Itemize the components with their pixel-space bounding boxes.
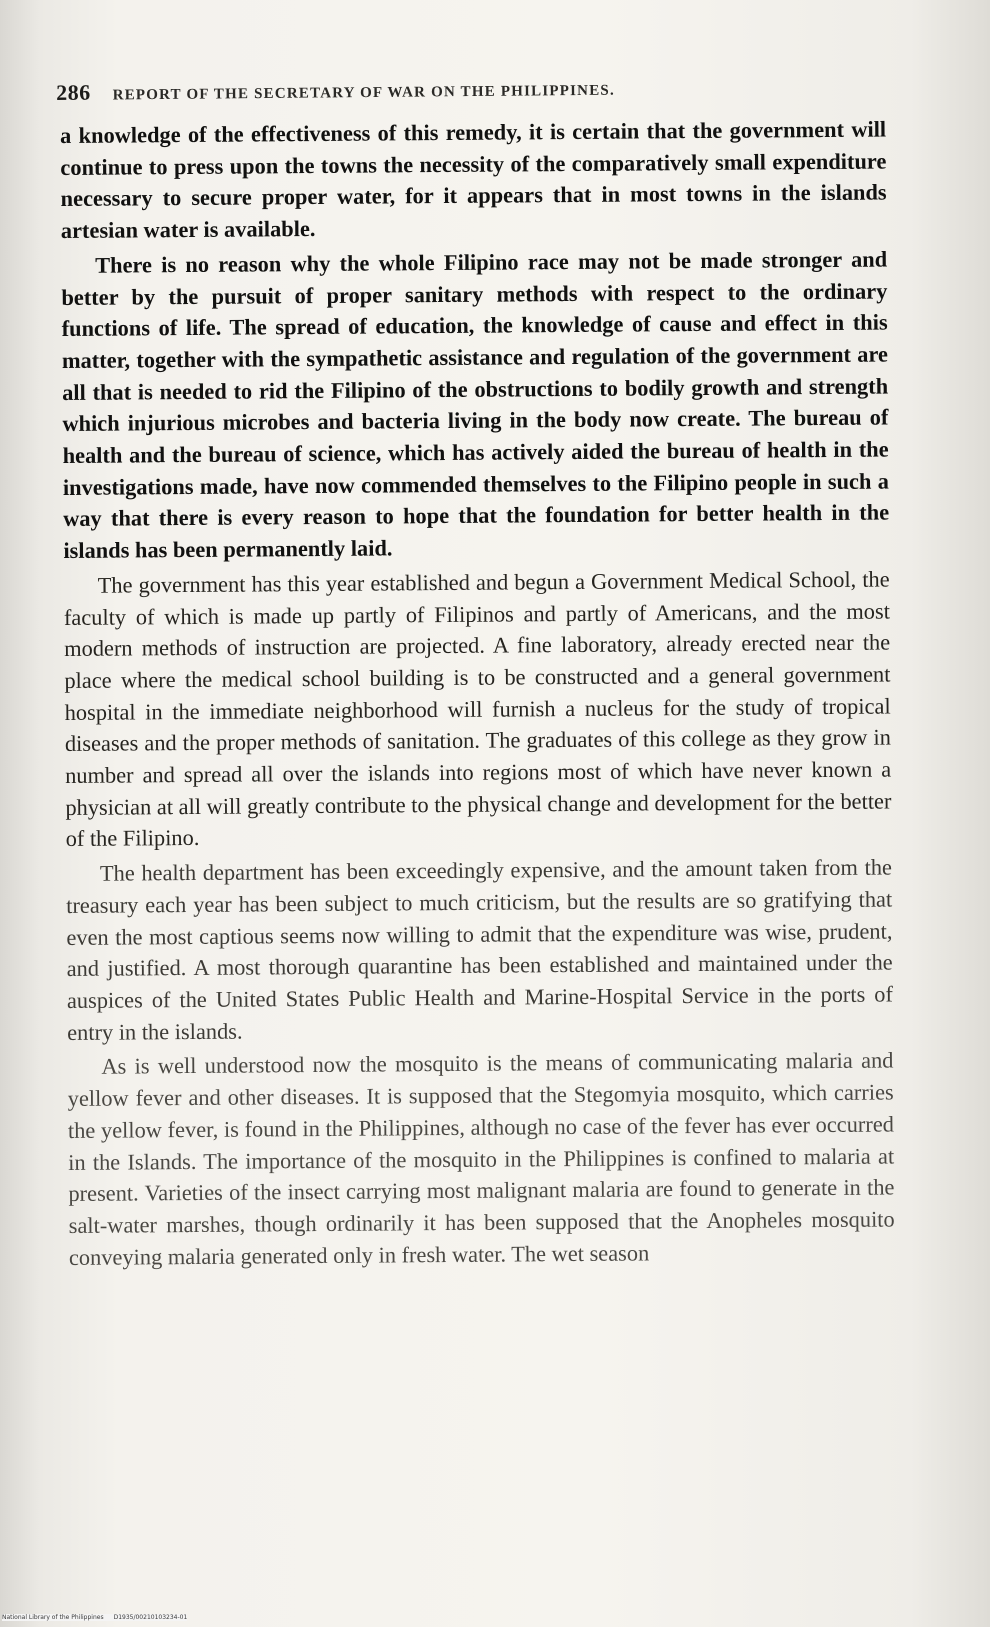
page-header: [56, 72, 926, 106]
paragraph-health-department: The health department has been exceedingly expensive, and the amount taken from the treasury each year has been subject to much criticism, but the results are so gratifying that even the most captious seems now willing to admit that the expenditure was wise, prudent, and justified. A most thorough quarantine has been established and maintained under the auspices of the United States Public Health and Marine-Hospital Service in the ports of entry in the islands.: [66, 854, 893, 1045]
library-name: National Library of the Philippines: [2, 1614, 104, 1621]
paragraph-medical-school: The government has this year established and begun a Government Medical School, the faculty of which is made up partly of Filipinos and partly of Americans, and the most modern methods of instruction are projected. A fine laboratory, already erected near the place where the medical school building is to be constructed and a general government hospital in the immediate neighborhood will furnish a nucleus for the study of tropical diseases and the proper methods of sanitation. The graduates of this college as they grow in number and spread all over the islands into regions most of which have never known a physician at all will greatly contribute to the physical change and development for the better of the Filipino.: [63, 566, 892, 852]
record-id: D1935/00210103234-01: [113, 1614, 188, 1621]
scan-credit: [2, 1614, 187, 1621]
page-number: 286: [56, 79, 91, 105]
paragraph-sanitary-methods: There is no reason why the whole Filipino race may not be made stronger and better by the pursuit of proper sanitary methods with respect to the ordinary functions of life. The spread of education, the knowledge of cause and effect in this matter, together with the sympathetic assistance and regulation of the government are all that is needed to rid the Filipino of the obstructions to bodily growth and strength which injurious microbes and bacteria living in the body now create. The bureau of health and the bureau of science, which has actively aided the bureau of health in the investigations made, have now commended themselves to the Filipino people in such a way that there is every reason to hope that the foundation for better health in the islands has been permanently laid.: [61, 246, 890, 564]
running-title: REPORT OF THE SECRETARY OF WAR ON THE PHILIPPINES.: [112, 82, 615, 104]
paragraph-mosquito: As is well understood now the mosquito is the means of communicating malaria and yellow fever and other diseases. It is supposed that the Stegomyia mosquito, which carries the yellow fever, is found in the Philippines, although no case of the fever has ever occurred in the Islands. The importance of the mosquito in the Philippines is confined to malaria at present. Varieties of the insect carrying most malignant malaria are found to generate in the salt-water marshes, though ordinarily it has been supposed that the Anopheles mosquito conveying malaria generated only in fresh water. The wet season: [67, 1047, 895, 1270]
body-text: [60, 114, 895, 1274]
paragraph-continuation: a knowledge of the effectiveness of this remedy, it is certain that the government will continue to press upon the towns the necessity of the comparatively small expenditure necessary to secure proper water, for it appears that in most towns in the islands artesian water is available.: [60, 116, 887, 244]
